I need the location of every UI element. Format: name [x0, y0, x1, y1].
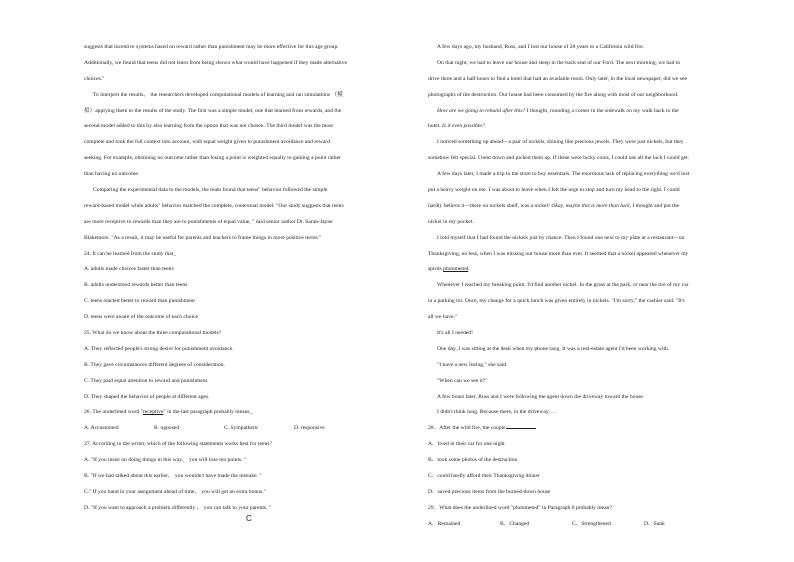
text-line: Additionally, we found that teens did not learn from being shown what would have happened if they made alternative [84, 59, 347, 66]
text-line: Comparing the experimental data to the models, the team found that teens" behavior followed the simple [93, 187, 328, 194]
text-line: A few days later, I made a trip to the store to buy essentials. The enormous task of replacing everything we'd lost [437, 171, 690, 178]
text-line: "When can we see it?" [437, 377, 488, 384]
question-stem-27: 27. According to the writer, which of the following statements works best for teens? [84, 441, 272, 448]
option-28a: A．lived in their car for one night [428, 441, 505, 448]
question-stem-25: 25. What do we know about the three computational models? [84, 330, 222, 337]
question-stem-28 [428, 421, 760, 437]
text-line: are more receptive to rewards than they are to punishments of equal value, " said senior author Dr. Sarah-Jayne [84, 218, 333, 225]
option-27d: D. "If you want to approach a problem differently ， you can talk to your parents. " [84, 504, 272, 511]
text-line: I told myself that I had found the nickels just by chance. Then I found one next to my plate at a restaurant—on [437, 234, 685, 241]
option-25c: C. They paid equal attention to reward and punishment. [84, 377, 209, 384]
option-26d: D. responsive [294, 425, 325, 432]
text-line: Whenever I reached my breaking point, I'd find another nickel. In the grass at the park, or near the tire of my car [437, 282, 689, 289]
text-line [428, 262, 760, 278]
options-26 [84, 421, 408, 437]
answer-blank [506, 423, 536, 429]
option-26c: C. Sympathetic [224, 425, 259, 432]
option-29d: D．Sank [644, 520, 665, 527]
question-stem-29: 29．What does the underlined word "plummeted" in Paragraph 6 probably mean? [428, 504, 612, 511]
option-27a: A. "If you insist on doing things in this way， you will lose ten points. " [84, 457, 247, 464]
right-column [428, 40, 760, 533]
text-line: in a parking lot. Once, my change for a quick lunch was given entirely in nickels. "I'm sorry," the cashier said. "It's [428, 298, 685, 305]
text-span: hardly believe it—there on nickels shelf, was a nickel! [428, 202, 552, 209]
text-line: I noticed something up ahead—a pair of nickels, shining like precious jewels. They were just nickels, but they [437, 139, 684, 146]
text-line: somehow felt special. I bent down and picked them up. If these were lucky coins, I could use all the luck I could get. [428, 155, 690, 162]
option-24a: A. adults made choices faster than teens [84, 266, 174, 273]
italic-thought: Okay, maybe this is more than luck, [551, 202, 631, 209]
text-span: hotel. [428, 123, 442, 130]
text-line: Thanksgiving, no less, when I was missing our house more than ever. It seemed that a nickel appeared whenever my [428, 250, 689, 257]
option-25d: D. They shaped the behavior of people at different ages. [84, 393, 210, 400]
text-line: It's all I needed! [437, 330, 473, 337]
text-line: drive three and a half hours to find a hotel that had an available room. Only later, in the local newspaper, did we see [428, 75, 687, 82]
option-24c: C. teens reacted better to reward than punishment [84, 298, 195, 305]
text-line: complete and took the full context into account, with equal weight given to punishment avoidance and reward [84, 139, 330, 146]
text-line: photographs of the destruction. Our house had been consumed by the fire along with most of our neighborhood. [428, 91, 679, 98]
italic-thought: Is it even possible? [441, 123, 485, 130]
underlined-word: plummeted [443, 266, 469, 273]
text-span: I thought and put the [631, 202, 680, 209]
text-line: suggests that incentive systems based on reward rather than punishment may be more effective for this age group. [84, 44, 339, 50]
text-line: nickel in my pocket. [428, 218, 474, 225]
option-29b: B．Changed [500, 520, 530, 527]
text-line: "I have a new listing," she said. [437, 361, 508, 368]
italic-thought: How are we going to rebuild after this? [437, 107, 526, 114]
page-footer-label: C [246, 514, 252, 523]
question-stem-26 [84, 405, 408, 421]
stem-text: 28．After the wild fire, the couple [428, 425, 506, 432]
text-line: Blakemore. "As a result, it may be useful for parents and teachers to frame things in more positive terms." [84, 234, 322, 241]
option-26b: B. opposed [154, 425, 180, 432]
option-28b: B．took some photos of the destruction [428, 457, 518, 464]
question-stem-24: 24. It can be learned from the study that_ [84, 250, 177, 257]
text-line [428, 104, 760, 120]
option-28d: D．saved precious items from the burned-down house [428, 488, 551, 495]
stem-text: " in the last paragraph probably means_ [163, 409, 253, 416]
option-27c: C." If you hand in your assignment ahead of time， you will get an extra bonus." [84, 488, 266, 495]
text-line [428, 119, 760, 135]
options-29 [428, 517, 760, 533]
left-column [84, 40, 408, 517]
text-line: A few days ago, my husband, Russ, and I lost our house of 28 years to a California wild fire. [437, 44, 645, 50]
text-line: One day, I was sitting at the desk when my phone rang. It was a real-estate agent I'd been working with. [437, 345, 670, 352]
text-line: reward-based model while adults" behavior matched the complete, contextual model. "Our study suggests that teens [84, 202, 344, 209]
text-line: second model added to this by also learning from the option that was not chosen. The third model was the most [84, 123, 333, 130]
option-28c: C．could hardly afford their Thanksgiving dinner [428, 473, 540, 480]
text-line: than having no outcome. [84, 171, 140, 178]
text-line: all we have." [428, 314, 458, 321]
text-span: I thought, rounding a corner in the sidewalk on my walk back to the [525, 107, 679, 114]
text-line: put a heavy weight on me. I was about to leave when I felt the urge to stop and turn my head to the right. I could [428, 187, 680, 194]
option-29a: A．Remained [428, 520, 461, 527]
text-line: I didn't think long. Because there, in the driveway, … [437, 409, 557, 416]
option-27b: B. "If we had talked about this earlier， you wouldn't have made the mistake. " [84, 473, 262, 480]
text-line: To interpret the results， the researchers developed computational models of learning and ran simulations （模 [93, 91, 343, 98]
option-25b: B. They gave circumstances different degrees of consideration. [84, 361, 225, 368]
option-24b: B. adults understood rewards better than teens [84, 282, 188, 289]
text-line: On that night, we had to leave our house and sleep in the back seat of our Ford. The next morning, we had to [437, 59, 681, 66]
option-26a: A. Accustomed [84, 425, 119, 432]
text-span: . [468, 266, 470, 273]
text-line: seeking. For example, obtaining no outcome rather than losing a point is weighted equally to gaining a point rather [84, 155, 341, 162]
option-24d: D. teens were aware of the outcome of each choice [84, 314, 198, 321]
text-line: A few hours later, Russ and I were following the agent down the driveway toward the house. [437, 393, 645, 400]
stem-text: 26. The underlined word " [84, 409, 143, 416]
text-line: choices." [84, 75, 105, 82]
underlined-word: receptive [142, 409, 164, 416]
option-29c: C．Strengthened [572, 520, 611, 527]
option-25a: A. They reflected people's strong desire for punishment avoidance. [84, 345, 234, 352]
text-line: 拟）applying them to the results of the study. The first was a simple model, one that learned from rewards, and the [84, 107, 342, 114]
text-line [428, 199, 760, 215]
text-span: spirits [428, 266, 444, 273]
